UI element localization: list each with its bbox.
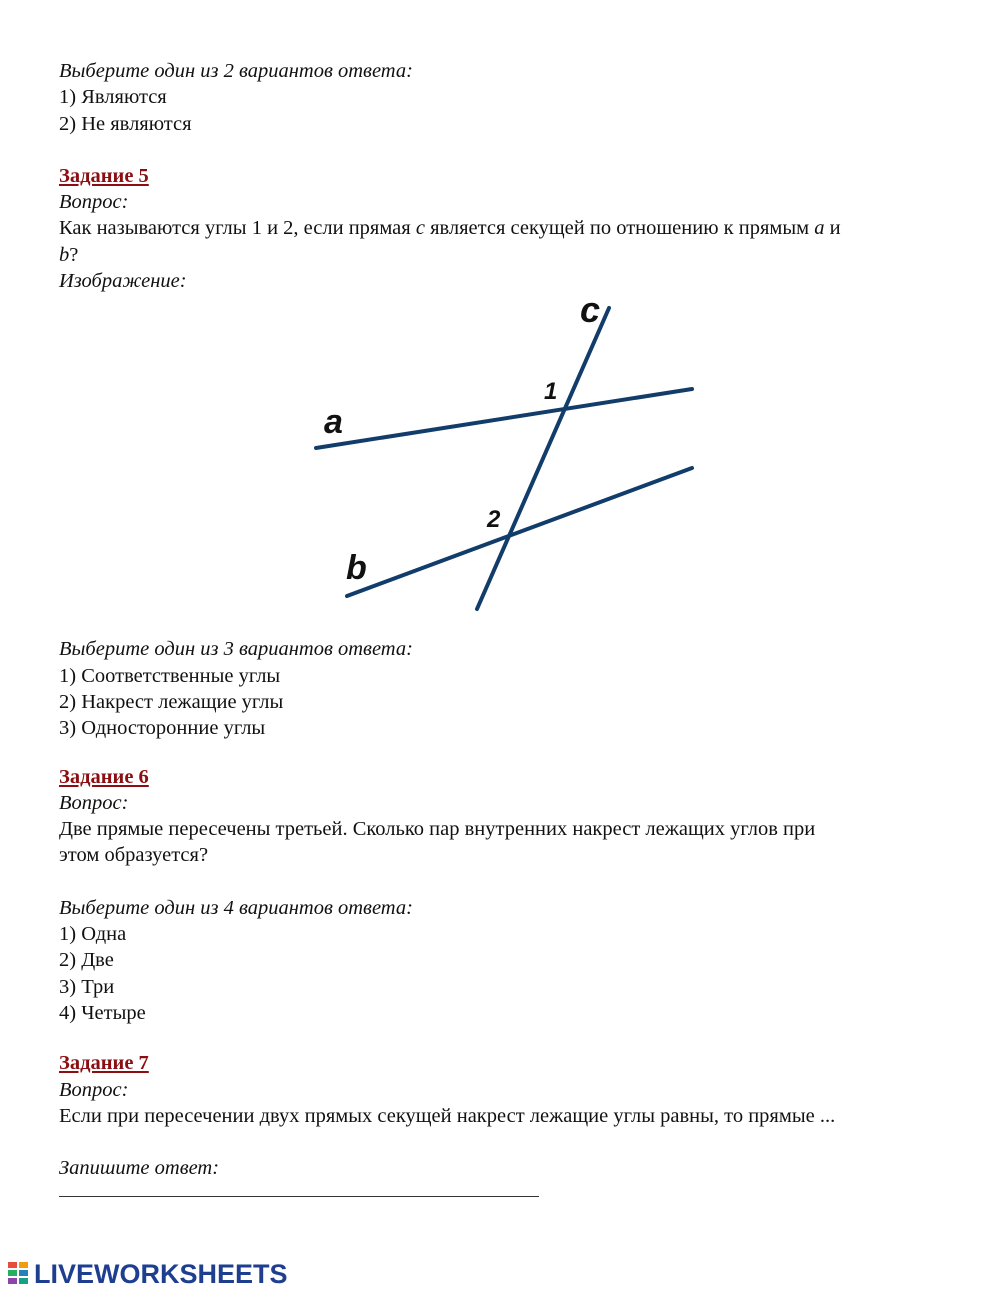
task6-option-3[interactable]: 3) Три [59,975,115,998]
liveworksheets-logo-icon [8,1260,30,1288]
task5-question-text: Как называются углы 1 и 2, если прямая c является секущей по отношению к прямым a и [59,217,841,240]
task7-answer-prompt: Запишите ответ: [59,1157,220,1180]
task4-option-1[interactable]: 1) Являются [59,86,167,109]
task5-title: Задание 5 [59,164,149,187]
line-b [347,468,692,596]
task6-option-2[interactable]: 2) Две [59,949,114,972]
task5-question-text-cont: b? [59,243,79,266]
task7-question-text: Если при пересечении двух прямых секущей накрест лежащие углы равны, то прямые ... [59,1104,836,1127]
task6-question-label: Вопрос: [59,791,129,814]
transversal-figure [300,297,710,617]
label-a: a [324,403,343,441]
task5-choose-prompt: Выберите один из 3 вариантов ответа: [59,638,413,661]
line-c [477,308,609,609]
line-a [316,389,692,448]
task5-question-label: Вопрос: [59,191,129,214]
brand-text: LIVEWORKSHEETS [34,1258,288,1289]
label-c: c [580,297,601,330]
label-angle-2: 2 [487,506,501,533]
task6-option-1[interactable]: 1) Одна [59,923,127,946]
label-b: b [346,549,367,587]
footer-brand [8,1257,288,1291]
task6-choose-prompt: Выберите один из 4 вариантов ответа: [59,896,413,919]
task7-question-label: Вопрос: [59,1078,129,1101]
task7-title: Задание 7 [59,1052,149,1075]
task6-question-line2: этом образуется? [59,844,209,867]
task4-choose-prompt: Выберите один из 2 вариантов ответа: [59,60,413,82]
task4-option-2[interactable]: 2) Не являются [59,112,192,135]
task6-title: Задание 6 [59,765,149,788]
task7-answer-field[interactable] [59,1196,539,1197]
task5-option-1[interactable]: 1) Соответственные углы [59,664,281,687]
task6-question-line1: Две прямые пересечены третьей. Сколько пар внутренних накрест лежащих углов при [59,818,816,841]
label-angle-1: 1 [544,378,558,405]
task5-option-2[interactable]: 2) Накрест лежащие углы [59,690,284,713]
task5-image-label: Изображение: [59,270,187,293]
task5-option-3[interactable]: 3) Односторонние углы [59,717,266,740]
worksheet-content [59,58,949,1181]
task6-option-4[interactable]: 4) Четыре [59,1001,146,1024]
